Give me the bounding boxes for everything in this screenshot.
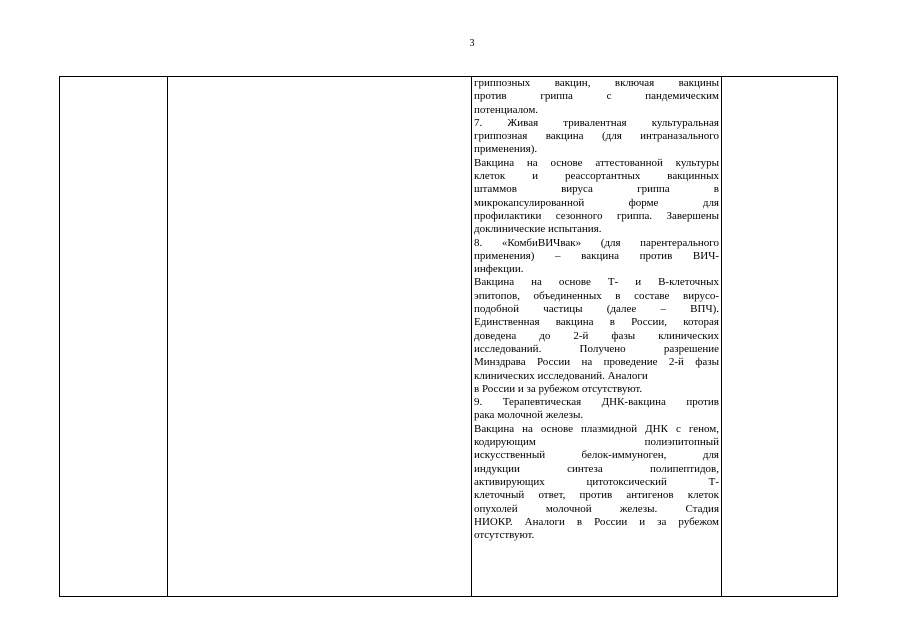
table-row [60, 77, 838, 597]
text-line: 8. «КомбиВИЧвак» (для парентерального [474, 236, 719, 249]
text-line: искусственный белок-иммуноген, для [474, 449, 719, 462]
table-cell-col2 [168, 77, 472, 597]
page-number: 3 [469, 38, 475, 49]
text-line: микрокапсулированной форме для [474, 196, 719, 209]
text-line: доведена до 2-й фазы клинических [474, 329, 719, 342]
text-line: в России и за рубежом отсутствуют. [474, 382, 643, 395]
text-line: Вакцина на основе аттестованной культуры [474, 156, 719, 169]
text-line: инфекции. [474, 263, 524, 276]
text-line: опухолей молочной железы. Стадия [474, 502, 719, 515]
table-cell-col3 [472, 77, 722, 597]
text-line: применения) – вакцина против ВИЧ- [474, 249, 719, 262]
text-line: Единственная вакцина в России, которая [474, 316, 719, 329]
text-line: 9. Терапевтическая ДНК-вакцина против [474, 396, 719, 409]
text-line: профилактики сезонного гриппа. Завершены [474, 209, 719, 222]
table-cell-col4 [722, 77, 838, 597]
text-line: кодирующим полиэпитопный [474, 436, 719, 449]
text-line: исследований. Получено разрешение [474, 342, 719, 355]
table-cell-col1 [60, 77, 168, 597]
text-line: гриппозная вакцина (для интраназального [474, 130, 719, 143]
text-line: потенциалом. [474, 103, 539, 116]
text-line: гриппозных вакцин, включая вакцины [474, 77, 719, 89]
text-line: клинических исследований. Аналоги [474, 369, 648, 382]
text-line: Минздрава России на проведение 2-й фазы [474, 356, 719, 369]
text-line: активирующих цитотоксический Т- [474, 475, 719, 488]
text-line: Вакцина на основе Т- и В-клеточных [474, 276, 719, 289]
text-line: подобной частицы (далее – ВПЧ). [474, 303, 719, 316]
text-line: клеток и реассортантных вакцинных [474, 170, 719, 183]
text-line: индукции синтеза полипептидов, [474, 462, 719, 475]
text-line: НИОКР. Аналоги в России и за рубежом [474, 515, 719, 528]
text-line: Вакцина на основе плазмидной ДНК с геном, [474, 422, 719, 435]
text-line: клеточный ответ, против антигенов клеток [474, 489, 719, 502]
text-line: применения). [474, 143, 538, 156]
text-line: доклинические испытания. [474, 223, 602, 236]
text-line: 7. Живая тривалентная культуральная [474, 116, 719, 129]
text-line: рака молочной железы. [474, 409, 584, 422]
cell-text-block [472, 77, 721, 542]
text-line: против гриппа с пандемическим [474, 90, 719, 103]
text-line: эпитопов, объединенных в составе вирусо- [474, 289, 719, 302]
text-line: штаммов вируса гриппа в [474, 183, 719, 196]
content-table [59, 76, 838, 597]
text-line: отсутствуют. [474, 529, 535, 542]
